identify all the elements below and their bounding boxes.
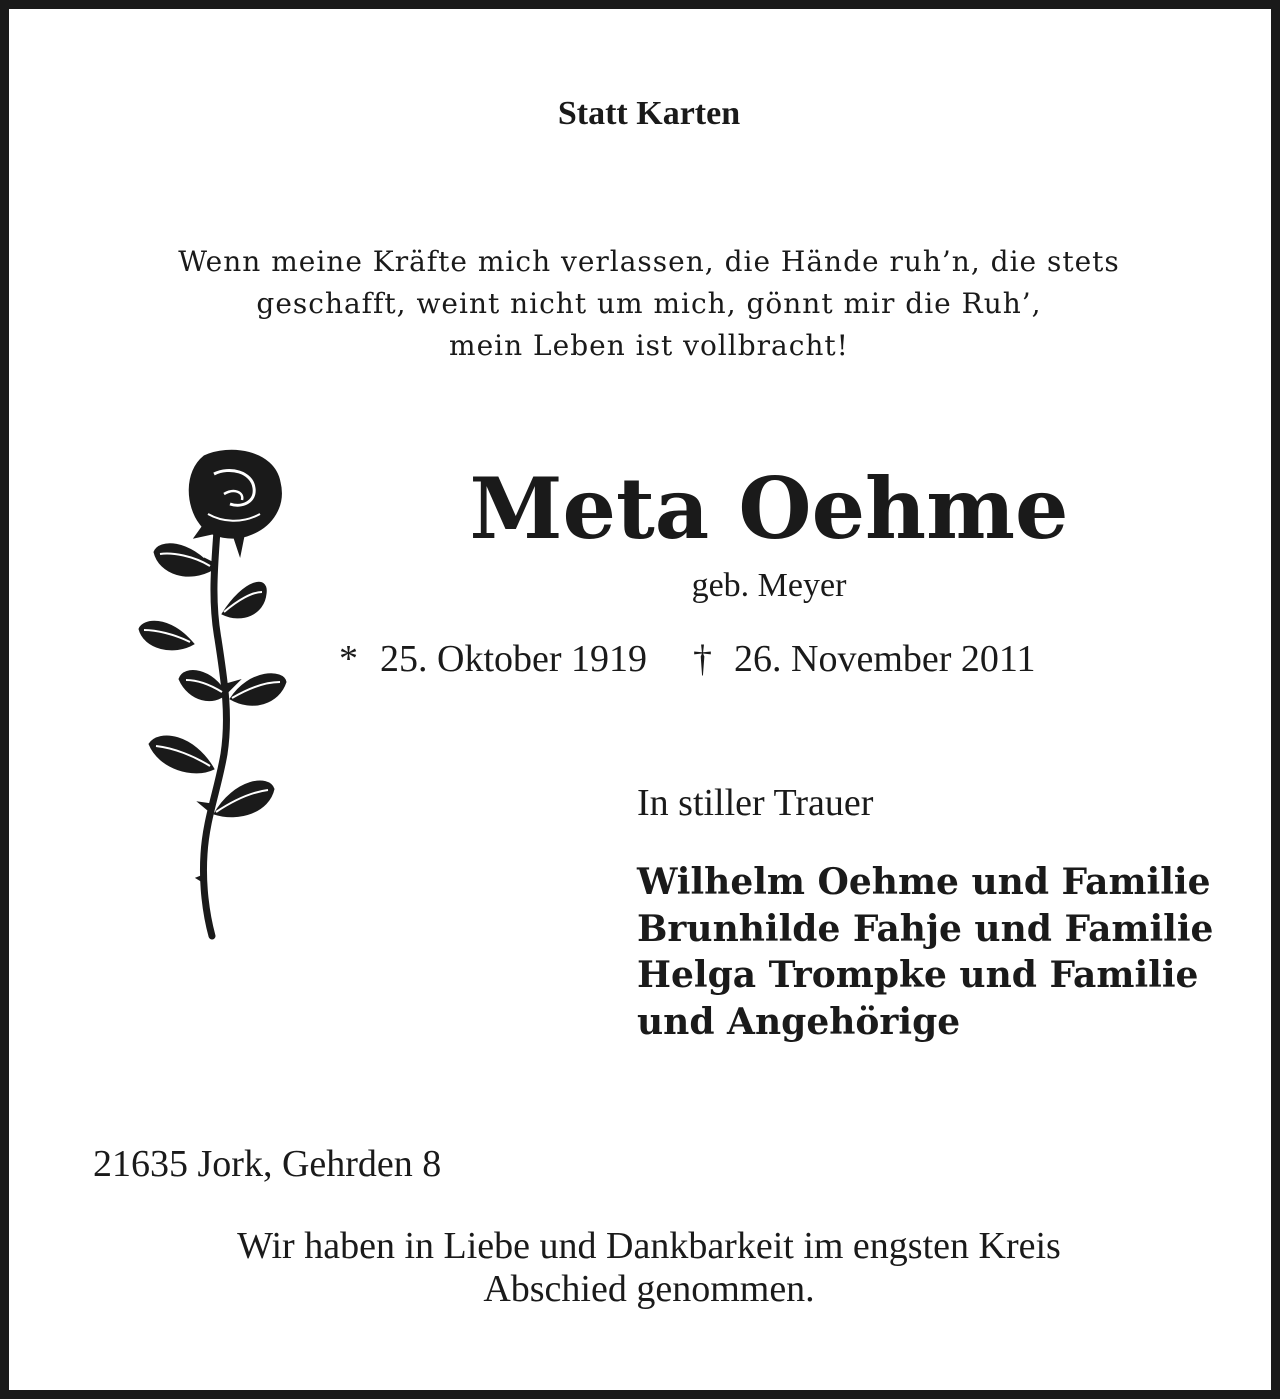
mourner-name: Brunhilde Fahje und Familie bbox=[637, 907, 1214, 950]
poem-line: geschafft, weint nicht um mich, gönnt mir die Ruh’, bbox=[256, 287, 1042, 320]
rose-icon bbox=[134, 444, 294, 944]
closing-line: Wir haben in Liebe und Dankbarkeit im engsten Kreis bbox=[237, 1225, 1061, 1267]
birth-date: 25. Oktober 1919 bbox=[380, 638, 648, 680]
poem bbox=[89, 241, 1209, 367]
death-date: 26. November 2011 bbox=[734, 638, 1036, 680]
closing-text bbox=[89, 1225, 1209, 1311]
mourning-intro: In stiller Trauer bbox=[637, 782, 874, 824]
poem-line: Wenn meine Kräfte mich verlassen, die Hände ruh’n, die stets bbox=[178, 245, 1120, 278]
deceased-name: Meta Oehme bbox=[469, 459, 1069, 558]
mourner-name: Helga Trompke und Familie bbox=[637, 954, 1199, 996]
address: 21635 Jork, Gehrden 8 bbox=[93, 1143, 442, 1185]
maiden-name: geb. Meyer bbox=[691, 567, 847, 604]
closing-line: Abschied genommen. bbox=[483, 1268, 815, 1310]
mourner-name: und Angehörige bbox=[637, 1000, 961, 1043]
death-symbol: † bbox=[693, 638, 713, 680]
notice-header: Statt Karten bbox=[557, 95, 741, 132]
life-dates bbox=[339, 637, 1209, 681]
poem-line: mein Leben ist vollbracht! bbox=[449, 329, 849, 362]
mourners-list bbox=[637, 859, 1213, 1045]
mourner-name: Wilhelm Oehme und Familie bbox=[637, 861, 1211, 903]
birth-symbol: * bbox=[339, 638, 358, 680]
